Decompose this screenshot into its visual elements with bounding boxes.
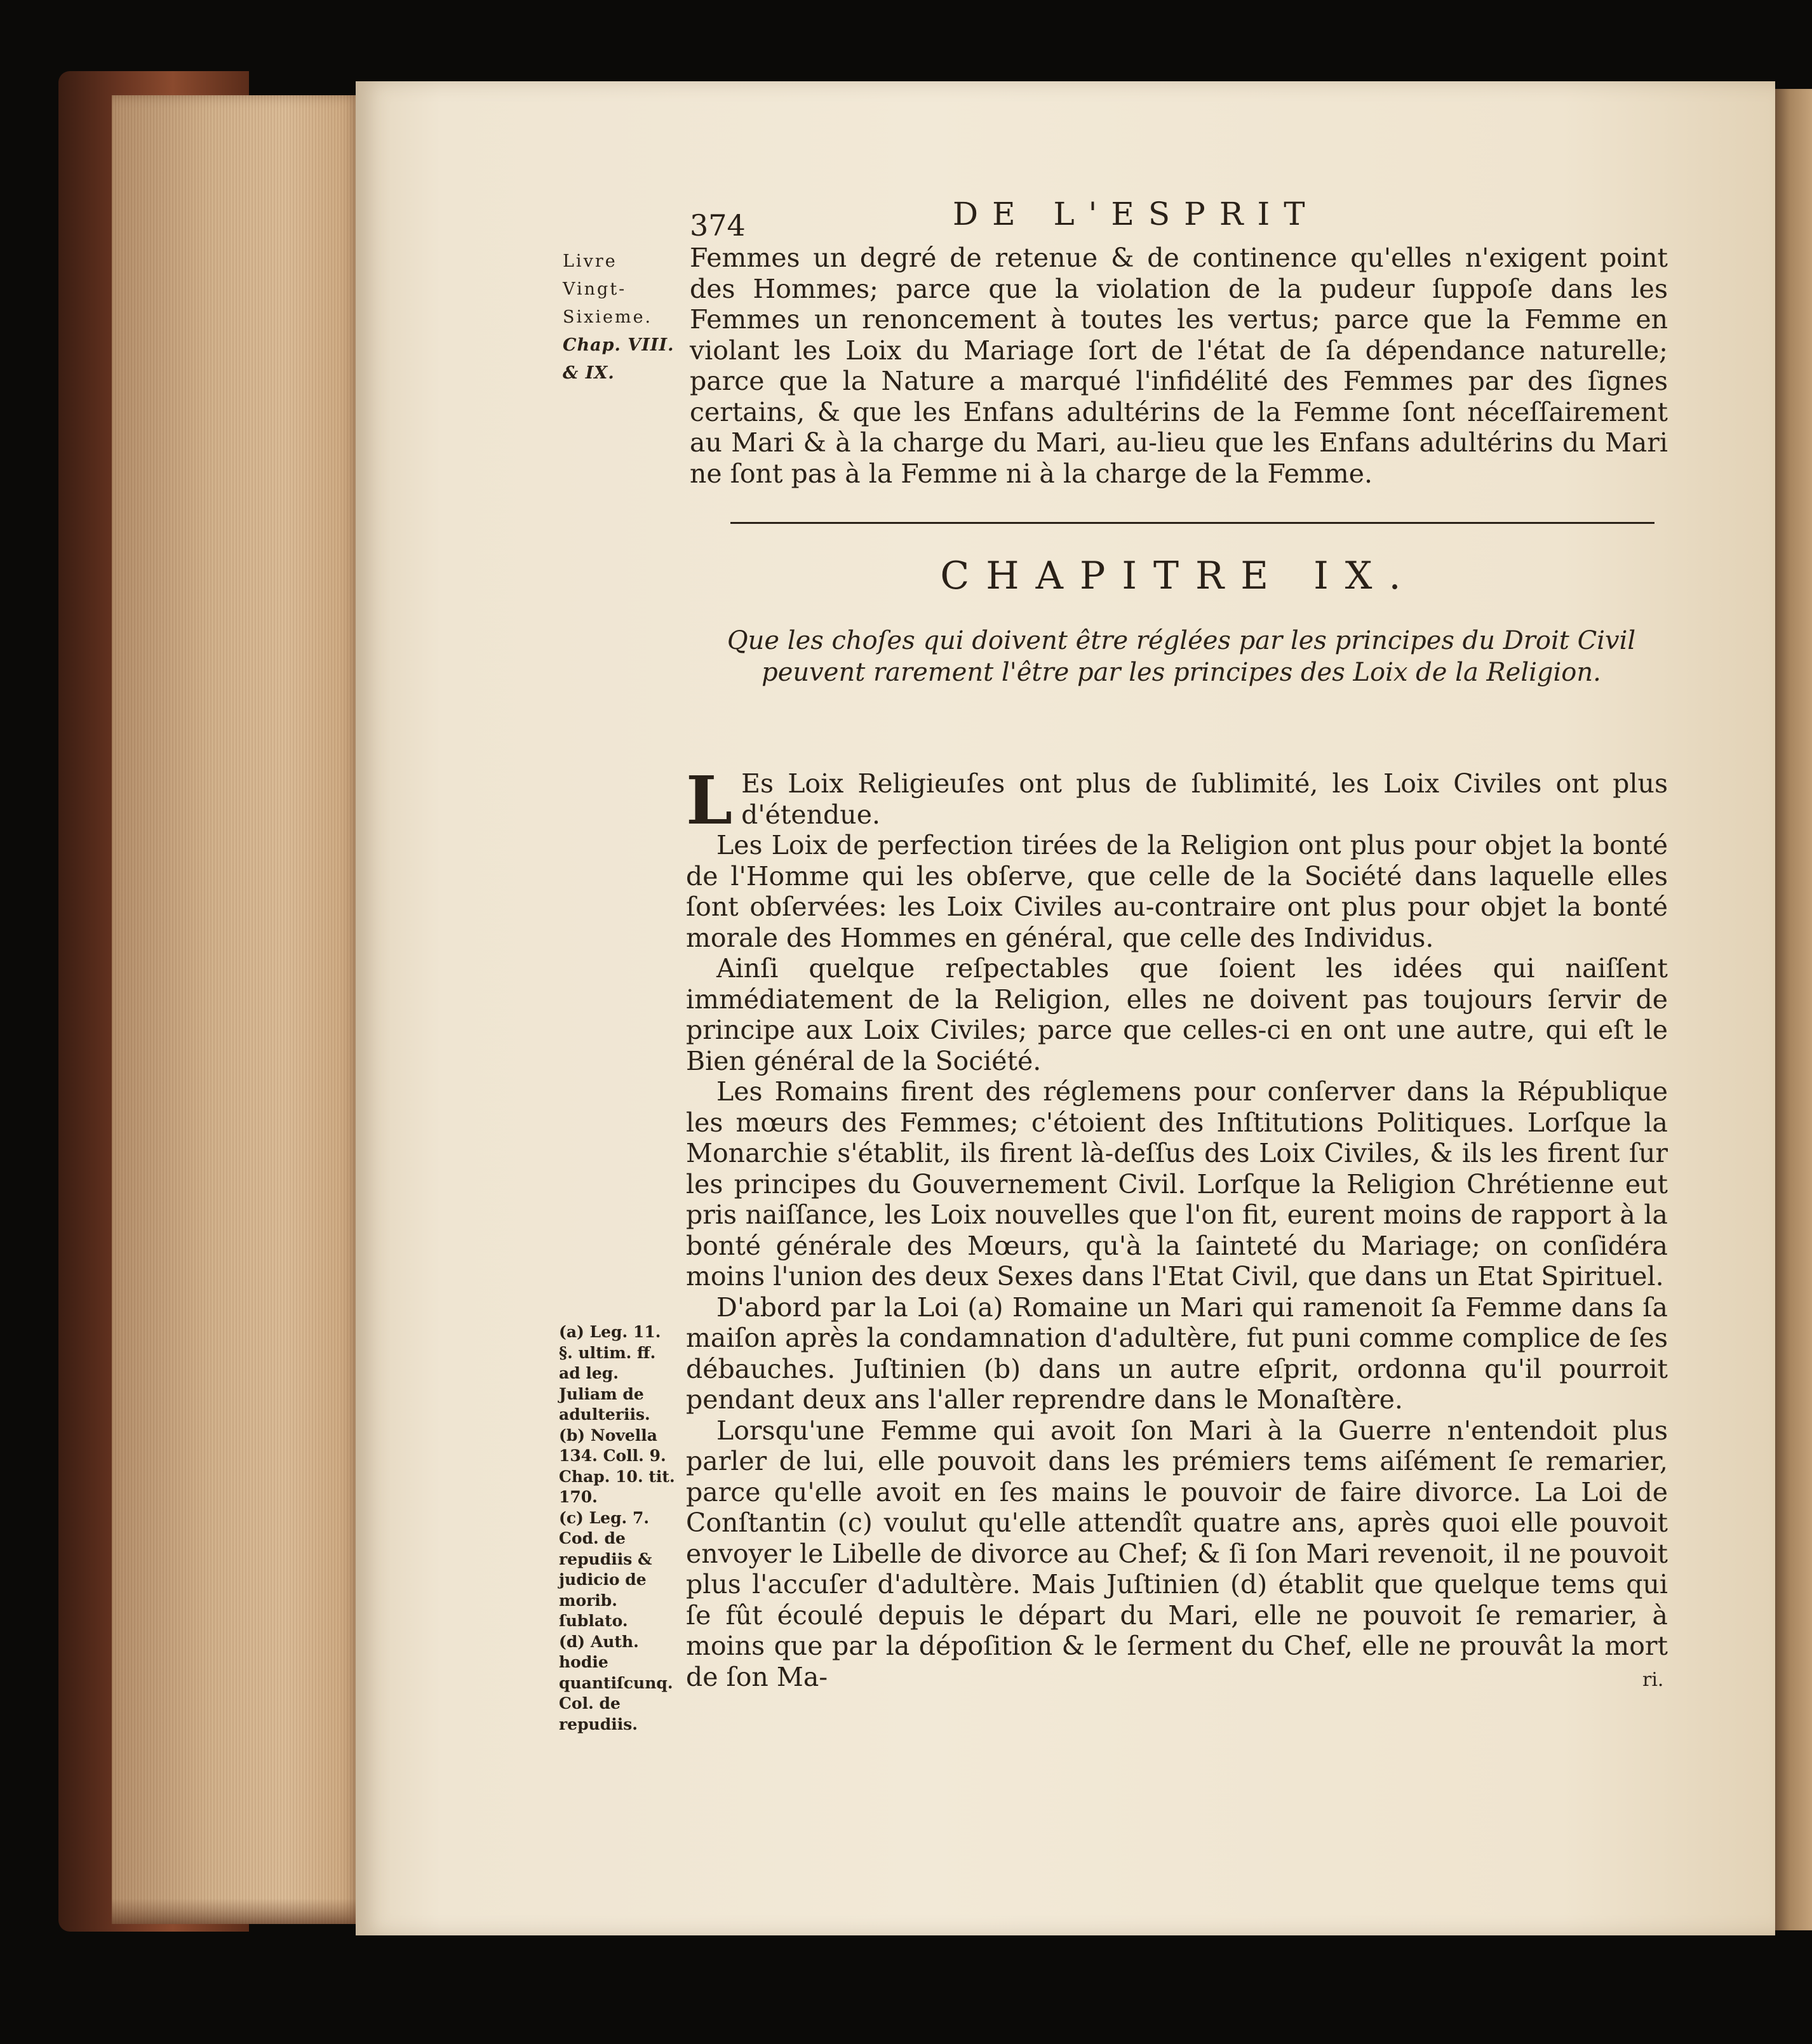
running-head: DE L'ESPRIT: [953, 196, 1319, 232]
chapter-body: [686, 761, 1668, 1692]
note-d: (d) Auth. hodie quantiſcunq. Col. de repudiis.: [559, 1632, 673, 1733]
paragraph-1-text: Es Loix Religieuſes ont plus de ſublimité, les Loix Civiles ont plus d'étendue.: [741, 768, 1668, 830]
facing-page-edge: [1775, 89, 1812, 1930]
chapter-title: CHAPITRE IX.: [940, 554, 1418, 598]
margin-heading-line2: Vingt-: [563, 279, 627, 299]
margin-heading: [563, 248, 677, 387]
paragraph-5: D'abord par la Loi (a) Romaine un Mari qui ramenoit ſa Femme dans ſa maiſon après la condamnation d'adultère, fut puni comme complice de ſes débauches. Juſtinien (b) dans un autre eſprit, ordonna qu'il pourroit pendant deux ans l'aller reprendre dans le Monaſtère.: [686, 1292, 1668, 1415]
margin-heading-line3: Sixieme.: [563, 307, 653, 327]
chapter-subtitle: Que les choſes qui doivent être réglées par les principes du Droit Civil peuvent rarement l'être par les principes des Loix de la Religion.: [727, 626, 1636, 687]
margin-heading-chap: Chap. VIII.: [563, 335, 674, 355]
previous-chapter-text: Femmes un degré de retenue & de continence qu'elles n'exigent point des Hommes; parce que la violation de la pudeur ſuppoſe dans les Femmes un renoncement à toutes les vertus; parce que la Femme en violant les Loix du Mariage ſort de l'état de ſa dépendance naturelle; parce que la Nature a marqué l'infidélité des Femmes par des ſignes certains, & que les Enfans adultérins de la Femme ſont néceſſairement au Mari & à la charge du Mari, au-lieu que les Enfans adultérins du Mari ne ſont pas à la Femme ni à la charge de la Femme.: [690, 243, 1668, 489]
margin-heading-chap2: & IX.: [563, 363, 615, 383]
chapter-rule: [730, 522, 1654, 524]
margin-heading-line1: Livre: [563, 251, 617, 271]
paragraph-4: Les Romains firent des réglemens pour conſerver dans la République les mœurs des Femmes; c'étoient des Inſtitutions Politiques. Lorſque la Monarchie s'établit, ils firent là-deſſus des Loix Civiles, & ils les firent ſur les principes du Gouvernement Civil. Lorſque la Religion Chrétienne eut pris naiſſance, les Loix nouvelles que l'on fit, eurent moins de rapport à la bonté générale des Mœurs, qu'à la ſainteté du Mariage; on conſidéra moins l'union des deux Sexes dans l'Etat Civil, que dans un Etat Spirituel.: [686, 1076, 1668, 1292]
paragraph-3: Ainſi quelque reſpectables que ſoient les idées qui naiſſent immédiatement de la Religion, elles ne doivent pas toujours ſervir de principe aux Loix Civiles; parce que celles-ci en ont une autre, qui eſt le Bien général de la Société.: [686, 953, 1668, 1076]
note-b: (b) Novella 134. Coll. 9. Chap. 10. tit. 170.: [559, 1426, 675, 1506]
catchword: ri.: [1642, 1669, 1664, 1691]
page-edges: [112, 95, 359, 1924]
paragraph-6: Lorsqu'une Femme qui avoit ſon Mari à la Guerre n'entendoit plus parler de lui, elle pouvoit dans les prémiers tems aiſément ſe remarier, parce qu'elle avoit en ſes mains le pouvoir de faire divorce. La Loi de Conſtantin (c) voulut qu'elle attendît quatre ans, après quoi elle pouvoit envoyer le Libelle de divorce au Chef; & ſi ſon Mari revenoit, il ne pouvoit plus l'accuſer d'adultère. Mais Juſtinien (d) établit que quelque tems qui ſe fût écoulé depuis le départ du Mari, elle ne pouvoit ſe remarier, à moins que par la dépoſition & le ſerment du Chef, elle ne prouvât la mort de ſon Ma-: [686, 1415, 1668, 1692]
marginal-notes: [559, 1322, 680, 1735]
note-c: (c) Leg. 7. Cod. de repudiis & judicio de morib. ſublato.: [559, 1508, 652, 1630]
paragraph-1: [686, 761, 1668, 839]
note-a: (a) Leg. 11. §. ultim. ff. ad leg. Juliam de adulteriis.: [559, 1323, 661, 1424]
drop-cap: L: [686, 761, 733, 839]
paragraph-2: Les Loix de perfection tirées de la Religion ont plus pour objet la bonté de l'Homme qui les obſerve, que celle de la Société dans laquelle elles ſont obſervées: les Loix Civiles au-contraire ont plus pour objet la bonté morale des Hommes en général, que celle des Individus.: [686, 830, 1668, 953]
page-number: 374: [690, 208, 746, 243]
